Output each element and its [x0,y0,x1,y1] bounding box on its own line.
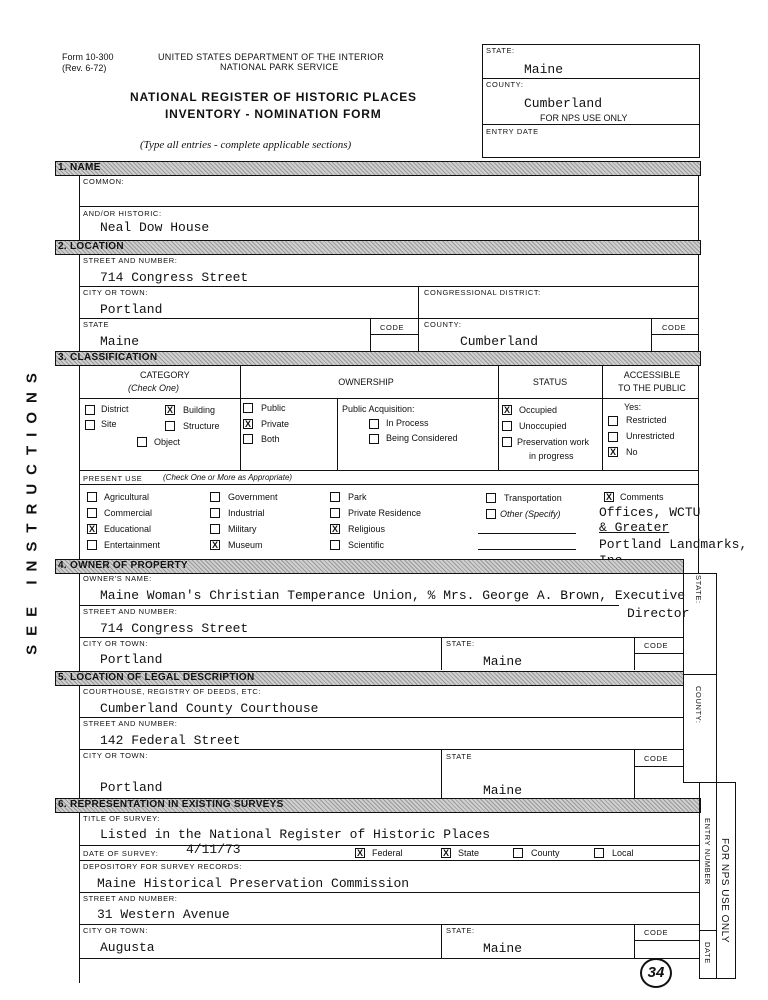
unrestricted-checkbox[interactable] [608,432,618,442]
status-header: STATUS [532,377,568,387]
nps-county-label: COUNTY: [486,80,524,89]
nps-state-value: Maine [524,62,564,77]
nps-state-label: STATE: [486,46,515,55]
commercial-checkbox[interactable] [87,508,97,518]
survey-city-label: CITY OR TOWN: [83,926,148,935]
educational-checkbox[interactable]: X [88,524,95,534]
survey-code-label: CODE [644,928,669,937]
ownership-header: OWNERSHIP [338,377,394,387]
county-level-label: County [531,848,560,858]
county-level-checkbox[interactable] [513,848,523,858]
margin-state-label: STATE: [694,575,703,604]
site-checkbox[interactable] [85,420,95,430]
in-progress-label: in progress [529,451,574,461]
government-checkbox[interactable] [210,492,220,502]
courthouse-value: Cumberland County Courthouse [100,701,319,716]
nps-entry-date-label: ENTRY DATE [486,127,539,136]
survey-title-label: TITLE OF SURVEY: [83,814,160,823]
form-instructions: (Type all entries - complete applicable sections) [140,139,352,151]
section-name-header: 1. NAME [55,161,701,176]
private-checkbox[interactable]: X [244,419,251,429]
restricted-checkbox[interactable] [608,416,618,426]
nps-county-value: Cumberland [524,96,603,111]
owner-name-value-cont: Director [627,606,690,621]
section-owner-header: 4. OWNER OF PROPERTY [55,559,684,574]
comments-label: Comments [620,492,664,502]
agricultural-label: Agricultural [104,492,150,502]
legal-code-label: CODE [644,754,669,763]
unoccupied-label: Unoccupied [519,421,567,431]
owner-street-value: 714 Congress Street [100,621,249,636]
museum-label: Museum [228,540,263,550]
building-label: Building [183,405,216,415]
structure-checkbox[interactable] [165,421,175,431]
preservation-work-label: Preservation work [517,437,590,447]
scientific-checkbox[interactable] [330,540,340,550]
industrial-checkbox[interactable] [210,508,220,518]
no-access-label: No [626,447,638,457]
transportation-label: Transportation [504,493,562,503]
other-checkbox[interactable] [486,509,496,519]
both-label: Both [261,434,280,444]
legal-street-value: 142 Federal Street [100,733,241,748]
margin-nps-use-only: FOR NPS USE ONLY [719,838,730,944]
federal-label: Federal [372,848,403,858]
in-process-label: In Process [386,418,429,428]
survey-date-value: 4/11/73 [186,842,241,857]
unrestricted-label: Unrestricted [626,431,675,441]
private-label: Private [261,419,290,429]
state-level-checkbox[interactable]: X [442,848,449,858]
unoccupied-checkbox[interactable] [502,421,512,431]
religious-label: Religious [348,524,386,534]
margin-date-label: DATE [703,942,712,964]
survey-street-label: STREET AND NUMBER: [83,894,178,903]
city-value: Portland [100,302,163,317]
see-instructions-margin: SEE INSTRUCTIONS [23,364,41,655]
comments-checkbox[interactable]: X [605,492,612,502]
depository-value: Maine Historical Preservation Commission [97,876,410,891]
comments-line-1: Offices, WCTU [599,505,701,520]
museum-checkbox[interactable]: X [211,540,218,550]
state-value: Maine [100,334,140,349]
owner-name-label: OWNER'S NAME: [83,574,152,583]
section-surveys-header: 6. REPRESENTATION IN EXISTING SURVEYS [55,798,701,813]
survey-city-value: Augusta [100,940,155,955]
public-acquisition-label: Public Acquisition: [342,404,415,414]
owner-state-value: Maine [483,654,523,669]
survey-date-label: DATE OF SURVEY: [83,849,159,858]
military-checkbox[interactable] [210,524,220,534]
being-considered-label: Being Considered [386,433,458,443]
page-number: 34 [640,958,672,988]
government-label: Government [228,492,278,502]
park-checkbox[interactable] [330,492,340,502]
public-label: Public [261,403,286,413]
margin-county-label: COUNTY: [694,686,703,724]
entry-number-label: ENTRY NUMBER [703,818,712,885]
congressional-district-label: CONGRESSIONAL DISTRICT: [424,288,541,297]
private-residence-checkbox[interactable] [330,508,340,518]
owner-city-label: CITY OR TOWN: [83,639,148,648]
owner-code-label: CODE [644,641,669,650]
historic-name-value: Neal Dow House [100,220,210,235]
being-considered-checkbox[interactable] [369,434,379,444]
military-label: Military [228,524,257,534]
comments-line-2: & Greater [599,520,670,535]
present-use-label: PRESENT USE [83,474,143,483]
common-name-label: COMMON: [83,177,125,186]
religious-checkbox[interactable]: X [331,524,338,534]
department-name: UNITED STATES DEPARTMENT OF THE INTERIOR [158,52,385,62]
courthouse-label: COURTHOUSE, REGISTRY OF DEEDS, ETC: [83,687,262,696]
transportation-checkbox[interactable] [486,493,496,503]
structure-label: Structure [183,421,220,431]
commercial-label: Commercial [104,508,153,518]
accessible-header: ACCESSIBLE [623,370,681,380]
county-code-label: CODE [662,323,687,332]
occupied-checkbox[interactable]: X [503,405,510,415]
survey-street-value: 31 Western Avenue [97,907,230,922]
preservation-work-checkbox[interactable] [502,437,512,447]
object-label: Object [154,437,181,447]
to-public-header: TO THE PUBLIC [618,383,686,393]
legal-street-label: STREET AND NUMBER: [83,719,178,728]
scientific-label: Scientific [348,540,385,550]
object-checkbox[interactable] [137,437,147,447]
county-label: COUNTY: [424,320,462,329]
access-yes-label: Yes: [624,402,642,412]
form-revision: (Rev. 6-72) [62,63,107,73]
state-level-label: State [458,848,480,858]
state-code-label: CODE [380,323,405,332]
historic-name-label: AND/OR HISTORIC: [83,209,162,218]
category-check-one: (Check One) [128,383,180,393]
district-label: District [101,404,129,414]
private-residence-label: Private Residence [348,508,422,518]
depository-label: DEPOSITORY FOR SURVEY RECORDS: [83,862,243,871]
present-use-note: (Check One or More as Appropriate) [163,473,293,482]
restricted-label: Restricted [626,415,667,425]
site-label: Site [101,419,117,429]
local-level-label: Local [612,848,634,858]
agricultural-checkbox[interactable] [87,492,97,502]
other-label: Other (Specify) [500,509,561,519]
occupied-label: Occupied [519,405,558,415]
form-title: NATIONAL REGISTER OF HISTORIC PLACES [130,90,417,104]
street-value: 714 Congress Street [100,270,249,285]
entertainment-label: Entertainment [104,540,161,550]
section-location-header: 2. LOCATION [55,240,701,255]
both-checkbox[interactable] [243,434,253,444]
district-checkbox[interactable] [85,405,95,415]
legal-city-value: Portland [100,780,163,795]
city-label: CITY OR TOWN: [83,288,148,297]
park-label: Park [348,492,367,502]
owner-street-label: STREET AND NUMBER: [83,607,178,616]
owner-name-value: Maine Woman's Christian Temperance Union, % Mrs. George A. Brown, Executive [100,588,686,603]
county-value: Cumberland [460,334,539,349]
in-process-checkbox[interactable] [369,419,379,429]
local-level-checkbox[interactable] [594,848,604,858]
state-label: STATE [83,320,110,329]
public-checkbox[interactable] [243,403,253,413]
entertainment-checkbox[interactable] [87,540,97,550]
no-access-checkbox[interactable]: X [609,447,616,457]
form-number: Form 10-300 [62,52,114,62]
legal-state-value: Maine [483,783,523,798]
building-checkbox[interactable]: X [166,405,173,415]
nps-use-only: FOR NPS USE ONLY [540,113,628,123]
legal-city-label: CITY OR TOWN: [83,751,148,760]
service-name: NATIONAL PARK SERVICE [220,62,339,72]
section-legal-description-header: 5. LOCATION OF LEGAL DESCRIPTION [55,671,684,686]
comments-line-3: Portland Landmarks, [599,537,748,552]
federal-checkbox[interactable]: X [356,848,363,858]
street-label: STREET AND NUMBER: [83,256,178,265]
survey-state-value: Maine [483,941,523,956]
owner-state-label: STATE: [446,639,475,648]
legal-state-label: STATE [446,752,473,761]
industrial-label: Industrial [228,508,265,518]
section-classification-header: 3. CLASSIFICATION [55,351,701,366]
educational-label: Educational [104,524,152,534]
survey-title-value: Listed in the National Register of Historic Places [100,827,491,842]
survey-state-label: STATE: [446,926,475,935]
category-header: CATEGORY [140,370,190,380]
form-subtitle: INVENTORY - NOMINATION FORM [165,107,382,121]
owner-city-value: Portland [100,652,163,667]
